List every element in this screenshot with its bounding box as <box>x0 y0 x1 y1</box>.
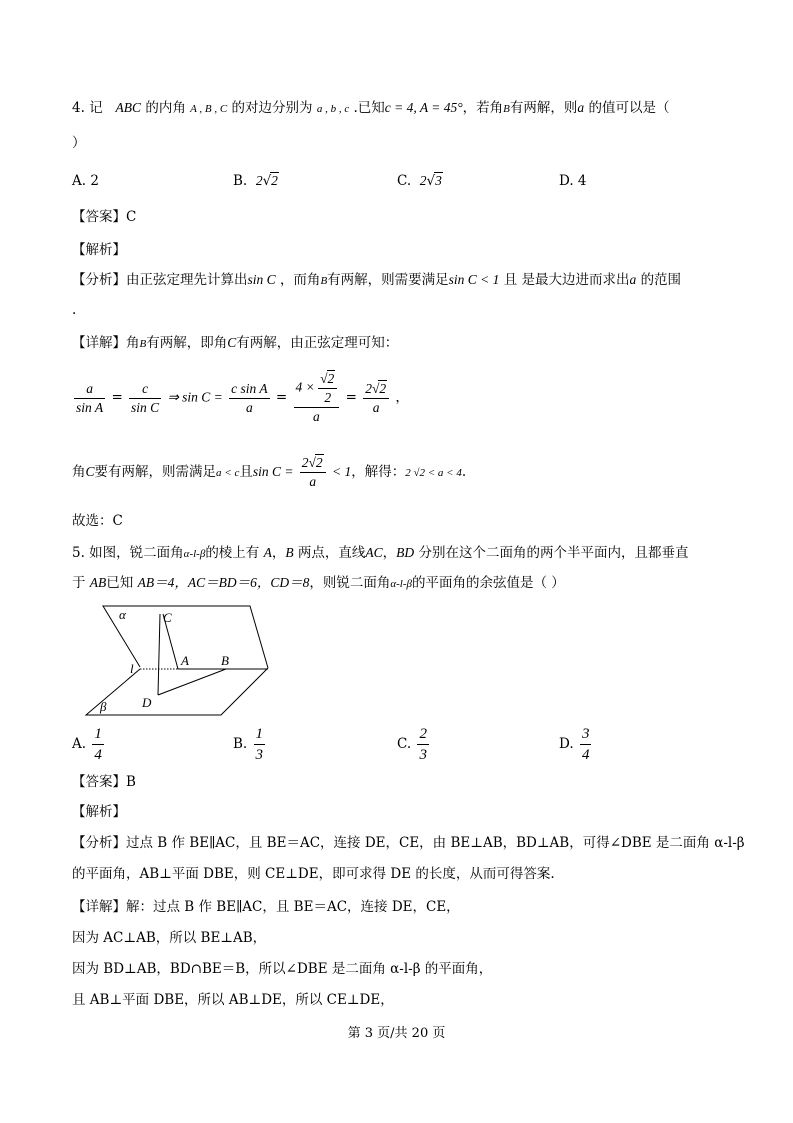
frac-nested <box>294 370 340 426</box>
segment-cd <box>158 614 160 695</box>
frac-r2-2 <box>318 370 337 407</box>
q4-option-c-label: C. <box>397 173 412 189</box>
radicand: 2 <box>315 455 323 470</box>
label-d: D <box>142 695 152 710</box>
q5-option-b-label: B. <box>233 736 248 752</box>
cond-text: 要有两解，则需满足 <box>94 464 217 480</box>
q5-text: ，则锐二面角 <box>309 575 391 591</box>
q5-point-a: A <box>263 545 272 560</box>
q4-condition <box>72 454 466 491</box>
q4-text: ，若角 <box>462 100 504 116</box>
frac-num: a <box>74 380 105 399</box>
frac-den: 3 <box>419 747 427 763</box>
q4-option-a: A. 2 <box>72 173 99 189</box>
q5-angle: α-l-β <box>390 578 412 590</box>
q4-angle-b: B <box>503 103 510 115</box>
cond-c: C <box>85 464 95 479</box>
frac-num: 2√2 <box>363 380 389 399</box>
q5-detail-line3: 因为 BD⊥AB，BD∩BE＝B，所以∠DBE 是二面角 α-l-β 的平面角， <box>72 961 493 977</box>
q4-detail-c: C <box>227 335 237 350</box>
frac-csinA-a <box>229 380 270 417</box>
cond-text: ，解得： <box>351 464 406 480</box>
dihedral-figure <box>78 602 298 722</box>
q4-text: 的内角 <box>145 100 186 116</box>
cond-sin: sin C = <box>252 464 294 479</box>
frac-den: 2 <box>324 390 332 405</box>
eq-sign: = <box>345 389 357 406</box>
cond-text: 且 <box>239 464 253 480</box>
q4-choose: 故选：C <box>72 513 123 529</box>
q4-option-b-radicand: 2 <box>271 173 278 188</box>
q5-answer: 【答案】B <box>72 774 136 790</box>
q5-option-b-frac <box>254 724 266 765</box>
frac-2r2-a <box>363 380 389 417</box>
q4-text: .已知 <box>353 100 385 116</box>
q4-fenxi-text: ，而角 <box>279 272 321 288</box>
q4-detail-text: 有两解，由正弦定理可知： <box>236 335 399 351</box>
frac-den: a <box>313 409 320 424</box>
q5-analysis-head: 【解析】 <box>72 804 126 820</box>
q5-fenxi-line1: 【分析】过点 B 作 BE∥AC，且 BE＝AC，连接 DE，CE，由 BE⊥AB，BD⊥AB，可得∠DBE 是二面角 α-l-β <box>72 835 745 851</box>
q4-detail <box>72 333 398 354</box>
frac-den: 4 <box>581 747 590 763</box>
page-footer: 第 3 页/共 20 页 <box>347 1026 446 1041</box>
q5-option-c <box>397 724 431 765</box>
frac-cond <box>300 454 326 491</box>
label-alpha: α <box>119 607 126 622</box>
frac-a-sinA <box>74 380 105 417</box>
frac-num: c <box>129 380 161 399</box>
frac-num: 2√2 <box>300 454 326 473</box>
q4-option-d: D. 4 <box>559 173 587 189</box>
q5-text: 的棱上有 <box>205 545 260 561</box>
q4-var-a: a <box>577 100 585 115</box>
q4-option-b-coef: 2 <box>255 173 263 188</box>
q5-option-d-frac <box>580 724 592 765</box>
coef: 2 <box>365 380 372 396</box>
q5-option-a-label: A. <box>72 736 87 752</box>
eq-sign: = <box>275 389 288 406</box>
coef: 2 <box>301 455 309 470</box>
q5-line-ac: AC <box>365 545 383 560</box>
q4-equation <box>72 370 409 426</box>
q4-fenxi-a: a <box>629 272 637 287</box>
q4-fenxi-text: 且 是最大边进而求出 <box>503 272 630 288</box>
sqrt-icon: √ <box>426 173 436 189</box>
frac-den: a <box>372 399 380 415</box>
frac-c-sinC <box>129 380 161 417</box>
q5-stem-line2 <box>72 573 565 594</box>
cond-lt: < 1 <box>331 464 352 479</box>
frac-num: √2 <box>318 370 337 389</box>
q5-text: 已知 <box>106 575 134 591</box>
q4-given: c = 4, A = 45° <box>384 100 463 115</box>
eq-implies: ⇒ sin C = <box>167 389 223 405</box>
frac-num: c sin A <box>229 380 270 399</box>
frac-num: 2 <box>417 724 429 745</box>
q4-text: 有两解，则 <box>509 100 578 116</box>
label-a: A <box>181 653 189 668</box>
q4-fenxi-sinc: sin C <box>247 272 276 287</box>
frac-num: 3 <box>580 724 592 745</box>
q5-fenxi-line2: 的平面角，AB⊥平面 DBE，则 CE⊥DE，即可求得 DE 的长度，从而可得答案. <box>72 866 555 882</box>
q5-option-a <box>72 724 106 765</box>
q5-option-d-label: D. <box>559 736 574 752</box>
q5-stem-line1 <box>72 543 688 564</box>
q4-analysis-head: 【解析】 <box>72 242 126 258</box>
q5-text: ， <box>271 545 286 561</box>
frac-num: 1 <box>92 724 104 745</box>
radicand: 2 <box>379 380 387 396</box>
q5-ab: AB <box>89 575 107 590</box>
cond-dot: . <box>461 464 467 480</box>
q4-answer: 【答案】C <box>72 209 137 225</box>
segment-db <box>158 669 226 695</box>
q5-text: 5. 如图，锐二面角 <box>72 545 184 561</box>
q5-option-d <box>559 724 593 765</box>
frac-den: 4 <box>94 747 102 763</box>
q5-option-b <box>233 724 267 765</box>
q5-line-bd: BD <box>396 545 415 560</box>
q4-sides: a , b , c <box>316 103 350 115</box>
label-beta: β <box>100 699 107 714</box>
q4-option-b-label: B. <box>233 173 248 189</box>
q5-detail-line4: 且 AB⊥平面 DBE，所以 AB⊥DE，所以 CE⊥DE， <box>72 992 394 1008</box>
frac-den: sin C <box>131 399 160 415</box>
cond-ac: a < c <box>216 467 240 479</box>
q4-fenxi-cond: sin C < 1 <box>448 272 500 287</box>
q5-text: ， <box>382 545 397 561</box>
q4-fenxi-text: 的范围 <box>640 272 682 288</box>
q5-option-c-frac <box>417 724 429 765</box>
q4-detail-b: B <box>139 338 147 350</box>
q5-angle: α-l-β <box>183 548 206 560</box>
q5-text: 的平面角的余弦值是（ ） <box>411 575 565 591</box>
frac-den: a <box>245 399 253 415</box>
q5-text: 分别在这个二面角的两个半平面内，且都垂直 <box>418 545 689 561</box>
q4-fenxi <box>72 270 681 291</box>
eq-end: ， <box>395 389 409 406</box>
q4-fenxi-dot: . <box>72 302 77 318</box>
q4-number: 4. 记 <box>72 100 103 116</box>
q4-triangle: ABC <box>115 100 142 115</box>
q4-fenxi-b: B <box>320 275 328 287</box>
q5-option-a-frac <box>92 724 104 765</box>
cond-text: 角 <box>72 464 86 480</box>
frac-num: 1 <box>254 724 266 745</box>
q4-text: 的值可以是（ <box>588 100 670 116</box>
q4-text: 的对边分别为 <box>231 100 313 116</box>
frac-den: a <box>309 474 317 489</box>
frac-den: sin A <box>76 399 104 415</box>
q4-option-b <box>233 171 279 191</box>
frac-text: 4 × <box>295 379 315 395</box>
q4-stem <box>72 98 669 119</box>
q4-option-c-radicand: 3 <box>435 173 442 188</box>
q5-detail-line2: 因为 AC⊥AB，所以 BE⊥AB， <box>72 930 267 946</box>
q5-detail-line1: 【详解】解：过点 B 作 BE∥AC，且 BE＝AC，连接 DE，CE， <box>72 899 460 915</box>
sqrt-icon: √ <box>262 173 272 189</box>
q4-stem-close: ） <box>72 135 86 151</box>
q4-detail-text: 【详解】角 <box>72 335 140 351</box>
q4-option-c <box>397 171 443 191</box>
q5-text: 于 <box>72 575 86 591</box>
q4-angles: A , B , C <box>190 103 228 115</box>
radicand: 2 <box>327 371 335 386</box>
cond-result: 2 √2 < a < 4 <box>405 467 462 479</box>
frac-nested-num <box>294 370 340 408</box>
q4-fenxi-text: 【分析】由正弦定理先计算出 <box>72 272 248 288</box>
label-c: C <box>163 610 172 625</box>
q4-option-c-coef: 2 <box>419 173 427 188</box>
plane-beta <box>86 668 268 715</box>
q4-fenxi-text: 有两解，则需要满足 <box>327 272 449 288</box>
label-l: l <box>130 661 134 676</box>
frac-den: 3 <box>255 747 264 763</box>
q4-detail-text: 有两解，即角 <box>146 335 228 351</box>
q5-values: AB＝4，AC＝BD＝6，CD＝8 <box>137 575 310 590</box>
label-b: B <box>221 653 229 668</box>
q5-text: 两点，直线 <box>297 545 366 561</box>
q5-option-c-label: C. <box>397 736 412 752</box>
eq-sign: = <box>111 389 123 406</box>
q5-point-b: B <box>285 545 294 560</box>
